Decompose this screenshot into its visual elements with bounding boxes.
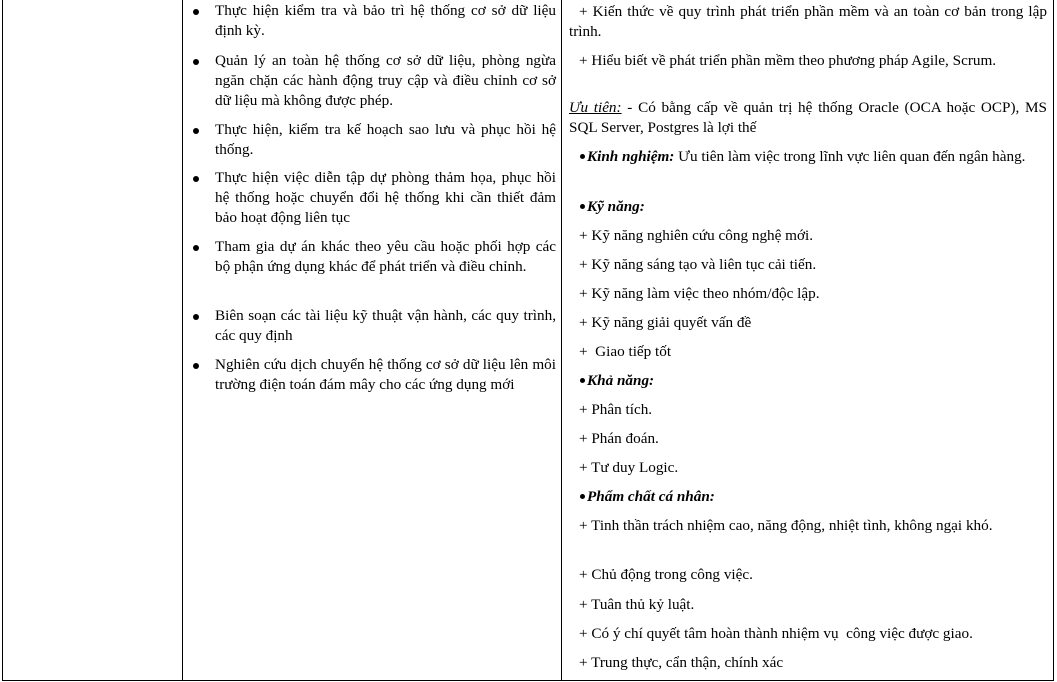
quality-item: + Chủ động trong công việc. — [579, 566, 753, 583]
bullet-icon — [193, 363, 199, 369]
list-item-text: Nghiên cứu dịch chuyển hệ thống cơ sở dữ liệu lên môi trường điện toán đám mây cho các ứng dụng mới — [215, 356, 556, 393]
skill-item: + Kỹ năng làm việc theo nhóm/độc lập. — [579, 285, 820, 302]
bullet-icon — [580, 204, 585, 209]
ability-item: + Tư duy Logic. — [579, 459, 679, 476]
list-item-text: Thực hiện, kiểm tra kế hoạch sao lưu và phục hồi hệ thống. — [215, 121, 556, 158]
bullet-icon — [580, 154, 585, 159]
priority-text: - Có bằng cấp về quản trị hệ thống Oracle (OCA hoặc OCP), MS SQL Server, Postgres là lợi thế — [569, 99, 1047, 136]
priority-paragraph — [569, 98, 1047, 138]
list-item-text: Quản lý an toàn hệ thống cơ sở dữ liệu, phòng ngừa ngăn chặn các hành động truy cập và điều chỉnh cơ sở dữ liệu mà không được phép. — [215, 52, 556, 109]
bullet-icon — [193, 314, 199, 320]
skill-item: + Kỹ năng sáng tạo và liên tục cải tiến. — [579, 256, 817, 273]
table-bottom-border — [2, 680, 1054, 681]
abilities-label: Khả năng: — [587, 372, 655, 389]
list-item — [186, 237, 556, 277]
knowledge-line: + Hiểu biết về phát triển phần mềm theo phương pháp Agile, Scrum. — [579, 52, 997, 69]
list-item — [186, 1, 556, 41]
table-border-right — [1053, 0, 1054, 680]
list-item-text: Thực hiện kiểm tra và bảo trì hệ thống cơ sở dữ liệu định kỳ. — [215, 2, 556, 39]
skill-item: + Kỹ năng giải quyết vấn đề — [579, 314, 752, 331]
ability-item: + Phán đoán. — [579, 430, 659, 447]
list-item — [186, 168, 556, 228]
qualities-label: Phẩm chất cá nhân: — [587, 488, 715, 505]
table-border-left — [2, 0, 3, 680]
quality-item: + Tuân thủ kỷ luật. — [579, 596, 695, 613]
list-item — [186, 51, 556, 111]
list-item-text: Thực hiện việc diễn tập dự phòng thảm họa, phục hồi hệ thống hoặc chuyển đổi hệ thống khi cần thiết đảm bảo hoạt động liên tục — [215, 169, 556, 226]
bullet-icon — [193, 59, 199, 65]
quality-item: + Tinh thần trách nhiệm cao, năng động, nhiệt tình, không ngại khó. — [579, 517, 993, 534]
skills-heading — [569, 197, 645, 217]
knowledge-line: + Kiến thức về quy trình phát triển phần mềm và an toàn cơ bản trong lập trình. — [569, 3, 1047, 40]
skill-item: + Giao tiếp tốt — [579, 343, 672, 360]
skills-label: Kỹ năng: — [587, 198, 645, 215]
list-item — [186, 120, 556, 160]
bullet-icon — [193, 128, 199, 134]
bullet-icon — [580, 378, 585, 383]
list-item — [186, 306, 556, 346]
ability-item: + Phân tích. — [579, 401, 653, 418]
experience-text: Ưu tiên làm việc trong lĩnh vực liên quan đến ngân hàng. — [674, 148, 1026, 165]
bullet-icon — [193, 245, 199, 251]
abilities-heading — [569, 371, 654, 391]
priority-label: Ưu tiên: — [569, 99, 622, 116]
list-item-text: Biên soạn các tài liệu kỹ thuật vận hành, các quy trình, các quy định — [215, 307, 556, 344]
bullet-icon — [193, 9, 199, 15]
quality-item: + Trung thực, cẩn thận, chính xác — [579, 654, 784, 671]
column-divider-2 — [561, 0, 562, 680]
column-divider-1 — [182, 0, 183, 680]
quality-item: + Có ý chí quyết tâm hoàn thành nhiệm vụ công việc được giao. — [579, 625, 973, 642]
bullet-icon — [193, 176, 199, 182]
list-item-text: Tham gia dự án khác theo yêu cầu hoặc phối hợp các bộ phận ứng dụng khác để phát triển và điều chỉnh. — [215, 238, 556, 275]
skill-item: + Kỹ năng nghiên cứu công nghệ mới. — [579, 227, 814, 244]
experience-label: Kinh nghiệm: — [587, 148, 675, 165]
qualities-heading — [569, 487, 715, 507]
bullet-icon — [580, 494, 585, 499]
experience-paragraph — [569, 147, 1047, 167]
list-item — [186, 355, 556, 395]
